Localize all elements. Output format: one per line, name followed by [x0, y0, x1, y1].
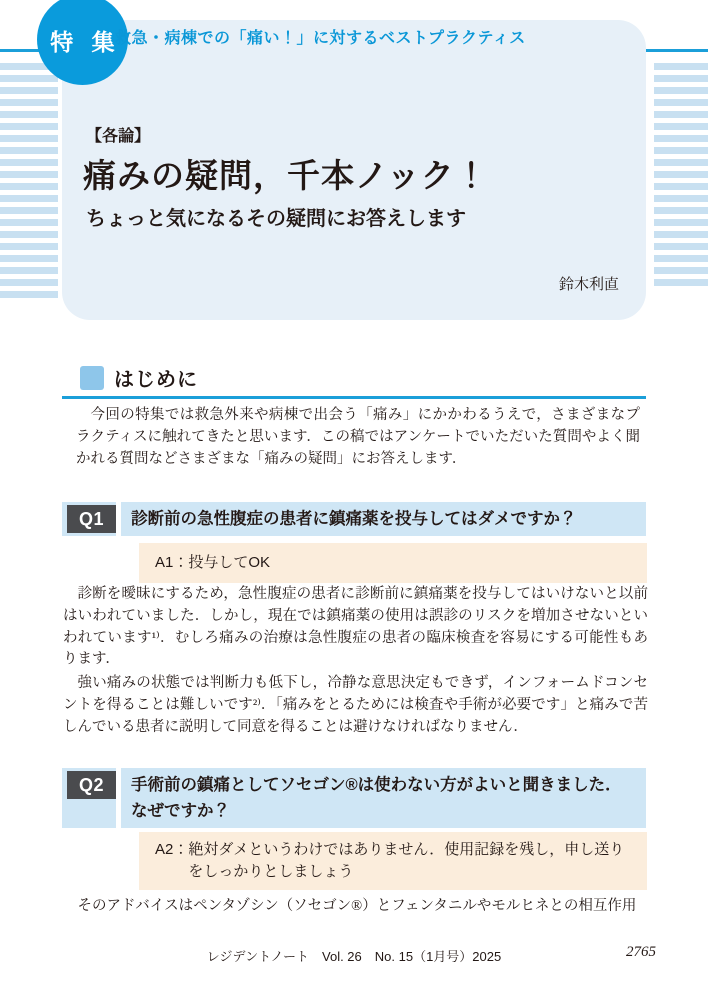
- q1-question-text: 診断前の急性腹症の患者に鎮痛薬を投与してはダメですか？: [131, 510, 577, 528]
- q1-body-paragraph-1: 診断を曖昧にするため，急性腹症の患者に診断前に鎮痛薬を投与してはいけないと以前はいわれていました．しかし，現在では鎮痛薬の使用は誤診のリスクを増加させないといわれています¹⁾．むしろ痛みの治療は急性腹症の患者の臨床検査を容易にする可能性もあります．: [63, 586, 648, 668]
- a2-answer-text: 絶対ダメというわけではありません．使用記録を残し，申し送りをしっかりとしましょう: [188, 841, 625, 880]
- article-author: 鈴木利直: [558, 277, 619, 293]
- answer-box-a1: [139, 543, 647, 583]
- article-category: 【各論】: [86, 128, 151, 145]
- q2-body-paragraph-1: そのアドバイスはペンタゾシン（ソセゴン®）とフェンタニルやモルヒネとの相互作用: [77, 898, 637, 914]
- q1-badge-column: [62, 502, 121, 536]
- intro-paragraph: 今回の特集では救急外来や病棟で出会う「痛み」にかかわるうえで，さまざまなプラクティスに触れてきたと思います．この稿ではアンケートでいただいた質問やよく聞かれる質問などさまざまな「痛みの疑問」にお答えします．: [76, 407, 640, 467]
- feature-series-title: 救急・病棟での「痛い！」に対するベストプラクティス: [115, 30, 526, 47]
- article-title: 痛みの疑問，千本ノック！: [83, 157, 489, 194]
- q1-badge: Q1: [67, 505, 116, 533]
- question-band-q1: [62, 502, 646, 536]
- section-heading: はじめに: [114, 369, 198, 391]
- question-band-q2: [62, 768, 646, 828]
- footer-journal-info: レジデントノート Vol. 26 No. 15（1月号）2025: [206, 949, 502, 964]
- q2-badge-column: [62, 768, 121, 828]
- q2-badge: Q2: [67, 771, 116, 799]
- answer-box-a2: [139, 832, 647, 890]
- article-subtitle: ちょっと気になるその疑問にお答えします: [86, 208, 466, 230]
- a2-label: A2：: [155, 841, 189, 858]
- section-rule: [62, 396, 646, 399]
- q2-question-text: 手術前の鎮痛としてソセゴン®は使わない方がよいと聞きました．なぜですか？: [131, 776, 622, 820]
- decorative-stripes-left: [0, 63, 58, 298]
- section-marker-icon: [80, 366, 104, 390]
- a1-answer-text: 投与してOK: [188, 554, 271, 571]
- feature-badge-label: 特 集: [50, 28, 121, 55]
- feature-hero-box: [62, 20, 646, 320]
- footer-page-number: 2765: [626, 944, 656, 960]
- q1-body-paragraph-2: 強い痛みの状態では判断力も低下し，冷静な意思決定もできず，インフォームドコンセントを得ることは難しいです²⁾．「痛みをとるためには検査や手術が必要です」と痛みで苦しんでいる患者に説明して同意を得ることは避けなければなりません．: [63, 675, 648, 735]
- decorative-stripes-right: [654, 63, 708, 291]
- a1-label: A1：: [155, 554, 189, 571]
